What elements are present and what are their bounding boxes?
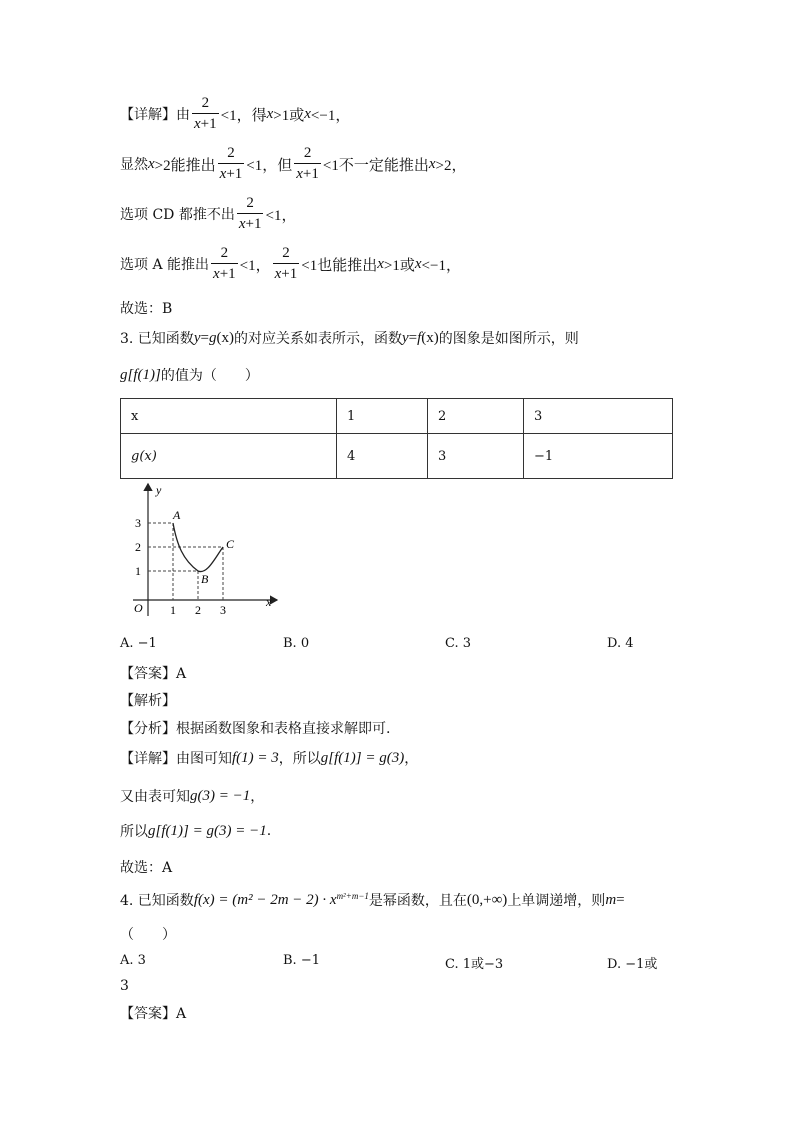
detail-line-3: 选项 CD 都推不出 $\frac{2}{x+1}$ <1，: [120, 195, 297, 232]
table-cell: x: [121, 399, 337, 434]
fraction: $\frac{2}{x+1}$: [238, 195, 262, 232]
x-tick-label: 1: [170, 603, 176, 617]
table-cell: g(x): [121, 434, 337, 479]
point-label: C: [226, 537, 235, 551]
option-a: A. 3: [120, 953, 146, 968]
x-axis-label: x: [266, 595, 272, 609]
y-tick-label: 2: [135, 540, 141, 554]
analysis-heading: 【解析】: [120, 693, 176, 709]
table-cell: −1: [524, 434, 673, 479]
q3-stem-2: g[f(1)] 的值为（ ）: [120, 366, 259, 384]
table-cell: 3: [428, 434, 524, 479]
fraction: $\frac{2}{x+1}$: [296, 145, 319, 182]
function-graph: [115, 480, 285, 625]
option-b: B. −1: [283, 953, 320, 968]
answer-line: 【答案】A: [120, 1006, 187, 1022]
detail-line-1: 【详解】 由 $\frac{2}{x+1}$ <1，得 x >1或 x <−1，: [120, 95, 351, 132]
table-cell: 2: [428, 399, 524, 434]
q3-stem: 3. 已知函数 y = g (x) 的对应关系如表所示，函数 y = f (x) 的图象是如图所示，则: [120, 329, 579, 347]
option-d: D. −1或: [607, 957, 658, 972]
detail-line: 所以 g[f(1)] = g(3) = −1 .: [120, 822, 272, 840]
value-table: [120, 398, 673, 479]
detail-line-2: 显然 x >2能推出 $\frac{2}{x+1}$ <1，但 $\frac{2}{x+1}$ <1不一定能推出 x >2，: [120, 145, 467, 182]
fraction: $\frac{2}{x+1}$: [274, 245, 298, 282]
fraction: $\frac{2}{x+1}$: [213, 245, 236, 282]
x-tick-label: 3: [220, 603, 226, 617]
point-label: A: [173, 508, 181, 522]
x-tick-label: 2: [195, 603, 201, 617]
y-tick-label: 1: [135, 564, 141, 578]
table-row: [121, 399, 673, 434]
fraction: $\frac{2}{x+1}$: [219, 145, 243, 182]
option-a: A. −1: [120, 636, 157, 651]
detail-line-4: 选项 A 能推出 $\frac{2}{x+1}$ <1， $\frac{2}{x+1}$ <1也能推出 x >1或 x <−1，: [120, 245, 461, 282]
table-row: [121, 434, 673, 479]
detail-line: 又由表可知 g(3) = −1 ，: [120, 787, 265, 805]
table-cell: 3: [524, 399, 673, 434]
y-tick-label: 3: [135, 516, 141, 530]
option-d: D. 4: [607, 636, 634, 651]
option-c: C. 3: [445, 636, 472, 651]
detail-tag: 【详解】: [120, 107, 176, 123]
point-label: B: [201, 572, 209, 586]
choose-line: 故选：A: [120, 860, 173, 876]
table-cell: 4: [337, 434, 428, 479]
detail-line: 【详解】 由图可知 f(1) = 3 ，所以 g[f(1)] = g(3) ，: [120, 749, 419, 767]
y-axis-label: y: [156, 483, 162, 497]
option-d-wrap: 3: [120, 978, 129, 994]
answer-line: 故选：B: [120, 301, 173, 317]
option-b: B. 0: [283, 636, 310, 651]
origin-label: O: [134, 601, 143, 615]
q4-paren: （ ）: [120, 927, 176, 943]
answer-line: 【答案】A: [120, 666, 187, 682]
analysis-line: 【分析】根据函数图象和表格直接求解即可.: [120, 721, 391, 737]
fraction: $\frac{2}{x+1}$: [194, 95, 217, 132]
option-c: C. 1或−3: [445, 957, 504, 972]
table-cell: 1: [337, 399, 428, 434]
q4-stem: 4. 已知函数 f(x) = (m² − 2m − 2) · x $^{m^2+m-1}$ 是幂函数，且在 (0,+∞) 上单调递增，则 m =: [120, 891, 625, 909]
